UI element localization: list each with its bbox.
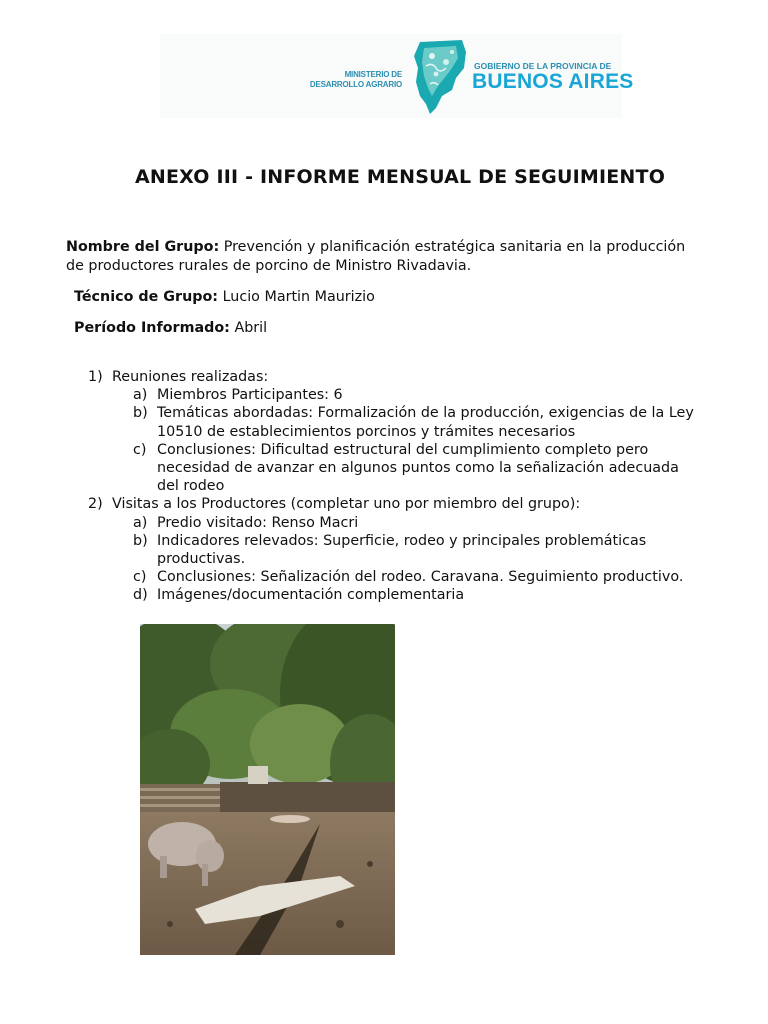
technician-section: [74, 288, 375, 307]
list-item-text: Reuniones realizadas:: [112, 369, 269, 385]
ministry-line-2: DESARROLLO AGRARIO: [309, 80, 402, 89]
group-name-label: Nombre del Grupo:: [66, 239, 220, 255]
sublist-line: necesidad de avanzar en algunos puntos como la señalización adecuada: [157, 460, 679, 477]
sublist-letter: a): [133, 514, 148, 531]
ministry-logo-text: [300, 70, 402, 90]
province-map-icon: [412, 38, 468, 116]
sublist-item: [133, 532, 748, 568]
government-subtitle: GOBIERNO DE LA PROVINCIA DE: [474, 61, 612, 71]
sublist-line: Imágenes/documentación complementaria: [157, 587, 465, 604]
sublist-letter: c): [133, 441, 147, 458]
list-number: 2): [88, 496, 103, 513]
list-item-meetings: [88, 368, 748, 386]
period-label: Período Informado:: [74, 320, 230, 336]
sublist-item: [133, 404, 748, 440]
list-item-visits: [88, 495, 748, 513]
ministry-line-1: MINISTERIO DE: [344, 70, 402, 79]
technician-value: Lucio Martin Maurizio: [222, 289, 375, 305]
sublist-letter: c): [133, 569, 147, 586]
sublist-line: del rodeo: [157, 478, 225, 495]
group-name-value: Prevención y planificación estratégica sanitaria en la producción: [223, 239, 686, 255]
sublist-line: productivas.: [157, 551, 246, 568]
document-title: ANEXO III - INFORME MENSUAL DE SEGUIMIENTO: [134, 166, 666, 188]
report-list: [88, 368, 748, 605]
sublist-line: Conclusiones: Dificultad estructural del cumplimiento completo pero: [157, 441, 649, 458]
group-name-value-cont: de productores rurales de porcino de Ministro Rivadavia.: [66, 258, 472, 274]
sublist-line: Temáticas abordadas: Formalización de la producción, exigencias de la Ley: [157, 405, 694, 422]
period-value: Abril: [234, 320, 268, 336]
list-item-text: Visitas a los Productores (completar uno por miembro del grupo):: [112, 496, 581, 513]
sublist-line: Predio visitado: Renso Macri: [157, 514, 359, 531]
sublist-item: [133, 441, 748, 496]
sublist-item: [133, 386, 748, 404]
technician-label: Técnico de Grupo:: [74, 289, 219, 305]
sublist-item: [133, 514, 748, 532]
farm-photo: [140, 624, 395, 955]
sublist-letter: a): [133, 387, 148, 404]
period-section: [74, 319, 267, 338]
sublist-visits: [133, 514, 748, 605]
sublist-meetings: [133, 386, 748, 495]
sublist-letter: d): [133, 587, 148, 604]
sublist-line: Conclusiones: Señalización del rodeo. Caravana. Seguimiento productivo.: [157, 569, 684, 586]
group-name-section: [66, 238, 746, 276]
sublist-line: Miembros Participantes: 6: [157, 387, 343, 404]
sublist-item: [133, 586, 748, 604]
list-number: 1): [88, 369, 103, 385]
sublist-letter: b): [133, 532, 148, 549]
sublist-item: [133, 568, 748, 586]
government-title: BUENOS AIRES: [472, 70, 634, 93]
sublist-letter: b): [133, 405, 148, 422]
sublist-line: 10510 de establecimientos porcinos y trámites necesarios: [157, 423, 576, 440]
sublist-line: Indicadores relevados: Superficie, rodeo y principales problemáticas: [157, 532, 647, 549]
